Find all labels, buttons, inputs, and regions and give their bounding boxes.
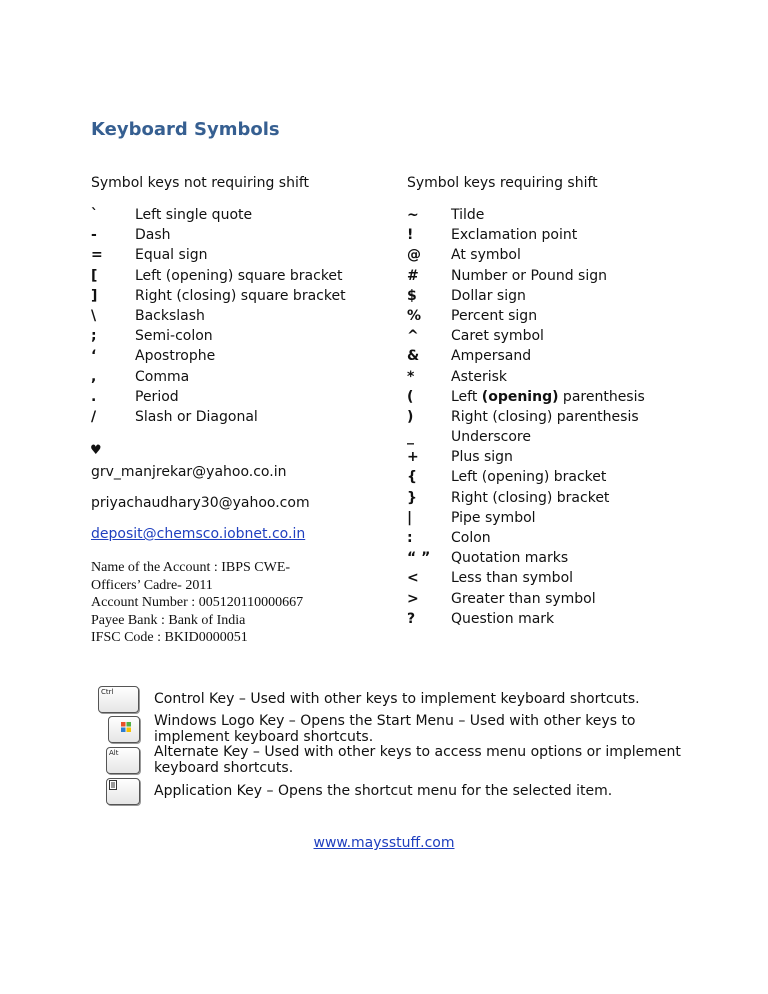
list-item bbox=[91, 407, 391, 427]
symbol: _ bbox=[407, 429, 414, 446]
email-3 bbox=[91, 526, 305, 542]
symbol: | bbox=[407, 509, 413, 526]
symbol-description: Left (opening) square bracket bbox=[135, 267, 343, 284]
symbol: $ bbox=[407, 287, 417, 304]
list-item bbox=[407, 528, 737, 548]
list-item bbox=[407, 286, 737, 306]
windows-logo-key-icon bbox=[108, 716, 140, 743]
list-item bbox=[407, 387, 737, 407]
list-item bbox=[91, 306, 391, 326]
desc-bold: (opening) bbox=[481, 388, 559, 405]
list-item bbox=[407, 367, 737, 387]
payee-bank: Payee Bank : Bank of India bbox=[91, 612, 246, 628]
symbol-description: Exclamation point bbox=[451, 227, 578, 244]
symbol: + bbox=[407, 449, 419, 466]
list-item bbox=[407, 508, 737, 528]
list-item bbox=[91, 326, 391, 346]
list-item bbox=[407, 346, 737, 366]
symbol: & bbox=[407, 348, 420, 365]
symbol: > bbox=[407, 590, 419, 607]
symbol: / bbox=[91, 408, 97, 425]
footer-link[interactable]: www.maysstuff.com bbox=[313, 835, 455, 851]
symbol-description: Quotation marks bbox=[451, 550, 569, 567]
list-item bbox=[91, 346, 391, 366]
symbol: “ ” bbox=[407, 550, 431, 567]
list-item bbox=[407, 306, 737, 326]
list-item bbox=[407, 205, 737, 225]
list-item bbox=[91, 225, 391, 245]
list-item bbox=[407, 407, 737, 427]
symbol-description: Underscore bbox=[451, 429, 531, 446]
list-item bbox=[407, 427, 737, 447]
email-link[interactable]: deposit@chemsco.iobnet.co.in bbox=[91, 526, 306, 542]
symbol-description: Dollar sign bbox=[451, 287, 526, 304]
heart-icon: ♥ bbox=[90, 443, 102, 458]
symbol-description: Pipe symbol bbox=[451, 509, 536, 526]
windows-key-description: Windows Logo Key – Opens the Start Menu – Used with other keys to implement keyboard shortcuts. bbox=[154, 713, 636, 745]
ctrl-key-description: Control Key – Used with other keys to implement keyboard shortcuts. bbox=[154, 691, 640, 707]
left-symbol-list bbox=[91, 205, 391, 427]
list-item bbox=[91, 205, 391, 225]
symbol: - bbox=[91, 227, 97, 244]
symbol: @ bbox=[407, 247, 421, 264]
symbol-description: Percent sign bbox=[451, 307, 538, 324]
symbol-description bbox=[451, 387, 645, 407]
list-item bbox=[407, 488, 737, 508]
symbol-description: Dash bbox=[135, 227, 171, 244]
symbol: ! bbox=[407, 227, 414, 244]
menu-icon bbox=[109, 780, 118, 791]
symbol: . bbox=[91, 388, 97, 405]
list-item bbox=[407, 447, 737, 467]
symbol-description: Equal sign bbox=[135, 247, 208, 264]
symbol-description: Apostrophe bbox=[135, 348, 216, 365]
list-item bbox=[407, 548, 737, 568]
symbol-description: Period bbox=[135, 388, 179, 405]
symbol-description: At symbol bbox=[451, 247, 521, 264]
symbol: < bbox=[407, 570, 419, 587]
symbol: ~ bbox=[407, 207, 419, 223]
symbol: * bbox=[407, 368, 415, 385]
desc-prefix: Left bbox=[451, 388, 482, 405]
list-item bbox=[407, 589, 737, 609]
symbol-description: Number or Pound sign bbox=[451, 267, 607, 284]
symbol: [ bbox=[91, 267, 98, 284]
symbol: ? bbox=[407, 610, 416, 627]
symbol: ) bbox=[407, 408, 414, 425]
list-item bbox=[91, 286, 391, 306]
symbol-description: Ampersand bbox=[451, 348, 532, 365]
ctrl-key-icon: Ctrl bbox=[98, 686, 139, 713]
symbol: ; bbox=[91, 328, 97, 345]
account-details bbox=[91, 559, 331, 647]
symbol-description: Right (closing) parenthesis bbox=[451, 408, 639, 425]
symbol: % bbox=[407, 307, 422, 324]
alt-key-icon: Alt bbox=[106, 747, 140, 774]
desc-suffix: parenthesis bbox=[558, 388, 645, 405]
list-item bbox=[407, 568, 737, 588]
list-item bbox=[407, 609, 737, 629]
symbol-description: Less than symbol bbox=[451, 570, 574, 587]
footer bbox=[0, 835, 768, 851]
list-item bbox=[91, 367, 391, 387]
symbol: ] bbox=[91, 287, 98, 304]
symbol-description: Semi-colon bbox=[135, 328, 213, 345]
symbol: = bbox=[91, 247, 103, 264]
right-column-heading: Symbol keys requiring shift bbox=[407, 175, 598, 191]
right-symbol-list bbox=[407, 205, 737, 629]
windows-logo-icon bbox=[121, 722, 131, 732]
list-item bbox=[407, 326, 737, 346]
list-item bbox=[407, 467, 737, 487]
list-item bbox=[91, 387, 391, 407]
account-number: Account Number : 005120110000667 bbox=[91, 595, 304, 610]
list-item bbox=[407, 266, 737, 286]
symbol-description: Question mark bbox=[451, 610, 555, 627]
symbol-description: Asterisk bbox=[451, 368, 508, 385]
symbol-description: Right (closing) bracket bbox=[451, 489, 610, 506]
symbol: \ bbox=[91, 307, 97, 324]
symbol: # bbox=[407, 267, 419, 284]
symbol-description: Colon bbox=[451, 530, 491, 546]
symbol-description: Backslash bbox=[135, 307, 205, 324]
list-item bbox=[407, 225, 737, 245]
symbol-description: Plus sign bbox=[451, 449, 513, 466]
ifsc-code: IFSC Code : BKID0000051 bbox=[91, 630, 248, 645]
symbol-description: Right (closing) square bracket bbox=[135, 287, 346, 304]
application-key-icon bbox=[106, 778, 140, 805]
symbol: , bbox=[91, 368, 97, 385]
symbol-description: Tilde bbox=[451, 207, 485, 223]
symbol-description: Caret symbol bbox=[451, 328, 544, 345]
application-key-description: Application Key – Opens the shortcut menu for the selected item. bbox=[154, 783, 613, 799]
page-title: Keyboard Symbols bbox=[91, 119, 280, 140]
symbol-description: Slash or Diagonal bbox=[135, 408, 258, 425]
symbol: ` bbox=[91, 207, 98, 223]
symbol: ^ bbox=[407, 328, 419, 345]
symbol-description: Left (opening) bracket bbox=[451, 469, 607, 486]
left-column-heading: Symbol keys not requiring shift bbox=[91, 175, 310, 191]
symbol-description: Greater than symbol bbox=[451, 590, 596, 607]
account-name: Name of the Account : IBPS CWE-Officers’ Cadre- 2011 bbox=[91, 560, 291, 593]
symbol: ‘ bbox=[91, 348, 97, 365]
list-item bbox=[407, 245, 737, 265]
list-item bbox=[91, 245, 391, 265]
symbol-description: Left single quote bbox=[135, 207, 253, 223]
symbol-description: Comma bbox=[135, 368, 190, 385]
email-2: priyachaudhary30@yahoo.com bbox=[91, 495, 310, 511]
symbol: { bbox=[407, 469, 417, 486]
symbol: : bbox=[407, 530, 413, 546]
symbol: ( bbox=[407, 388, 414, 405]
alt-key-description: Alternate Key – Used with other keys to access menu options or implement keyboard shortcuts. bbox=[154, 744, 681, 776]
symbol: } bbox=[407, 489, 417, 506]
list-item bbox=[91, 266, 391, 286]
email-1: grv_manjrekar@yahoo.co.in bbox=[91, 464, 287, 480]
